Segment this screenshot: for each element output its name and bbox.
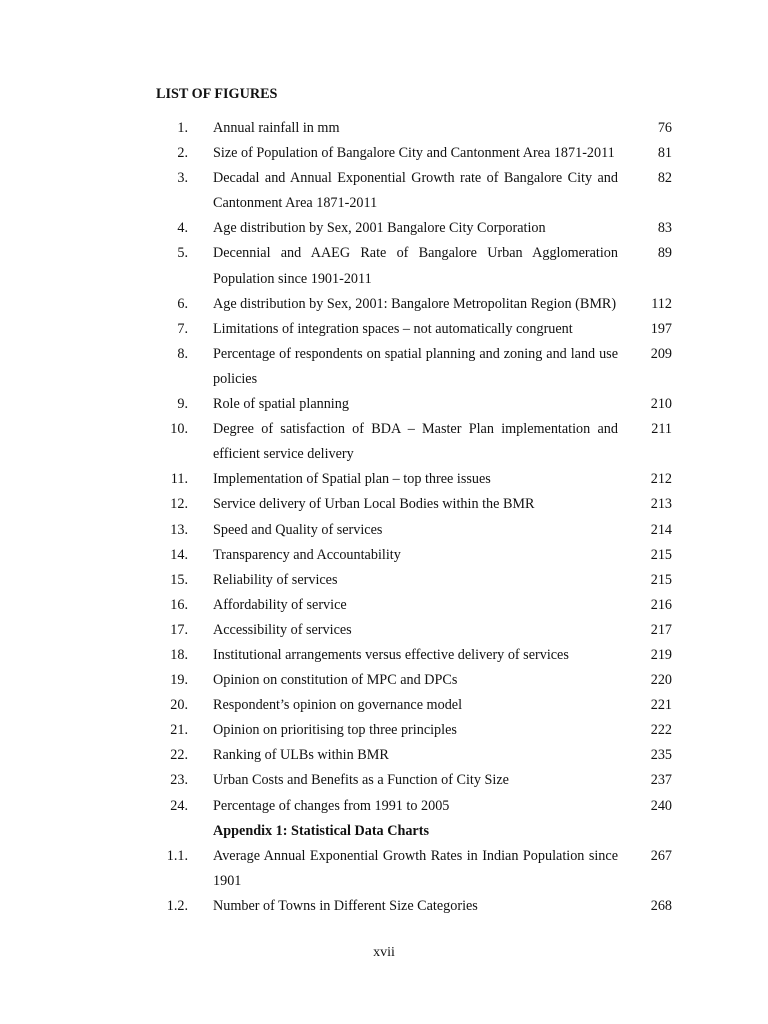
figure-entry	[0, 543, 768, 568]
figure-entry	[0, 241, 768, 291]
figure-page: 268	[650, 897, 672, 914]
figure-page: 213	[650, 496, 672, 513]
figure-entry	[0, 216, 768, 241]
figure-entry	[0, 116, 768, 141]
figure-page: 220	[650, 672, 672, 689]
figure-page: 82	[657, 170, 672, 187]
figure-title: Degree of satisfaction of BDA – Master Plan implementation and efficient service delivery	[213, 421, 618, 463]
figure-number: 24.	[170, 797, 188, 814]
figure-title: Institutional arrangements versus effective delivery of services	[213, 646, 569, 663]
figure-list	[0, 116, 768, 919]
figure-entry	[0, 844, 768, 894]
figure-number: 1.1.	[166, 847, 188, 864]
figure-entry	[0, 492, 768, 517]
figure-title: Accessibility of services	[213, 621, 352, 638]
figure-page: 112	[651, 295, 672, 312]
figure-entry	[0, 166, 768, 216]
figure-page: 211	[651, 421, 672, 438]
figure-page: 215	[650, 546, 672, 563]
figure-entry	[0, 693, 768, 718]
figure-title: Percentage of respondents on spatial planning and zoning and land use policies	[213, 345, 618, 387]
figure-number: 21.	[170, 722, 188, 739]
figure-page: 83	[657, 220, 672, 237]
figure-entry	[0, 141, 768, 166]
figure-entry	[0, 743, 768, 768]
figure-number: 10.	[170, 421, 188, 438]
figure-title: Age distribution by Sex, 2001 Bangalore City Corporation	[213, 220, 546, 237]
figure-page: 209	[650, 345, 672, 362]
figure-entry	[0, 819, 768, 844]
figure-page: 219	[650, 646, 672, 663]
figure-page: 197	[650, 320, 672, 337]
figure-page: 216	[650, 596, 672, 613]
figure-number: 4.	[177, 220, 188, 237]
figure-entry	[0, 894, 768, 919]
figure-entry	[0, 794, 768, 819]
figure-title: Implementation of Spatial plan – top three issues	[213, 471, 491, 488]
figure-page: 214	[650, 521, 672, 538]
figure-entry	[0, 342, 768, 392]
figure-entry	[0, 518, 768, 543]
figure-title: Limitations of integration spaces – not automatically congruent	[213, 320, 573, 337]
figure-number: 6.	[177, 295, 188, 312]
figure-title: Respondent’s opinion on governance model	[213, 697, 463, 714]
figure-title: Service delivery of Urban Local Bodies within the BMR	[213, 496, 535, 513]
figure-title: Transparency and Accountability	[213, 546, 401, 563]
figure-number: 13.	[170, 521, 188, 538]
figure-title: Opinion on prioritising top three principles	[213, 722, 457, 739]
figure-title: Decadal and Annual Exponential Growth rate of Bangalore City and Cantonment Area 1871-2011	[213, 170, 618, 212]
figure-number: 14.	[170, 546, 188, 563]
figure-entry	[0, 317, 768, 342]
figure-title: Reliability of services	[213, 571, 338, 588]
figure-entry	[0, 392, 768, 417]
figure-number: 16.	[170, 596, 188, 613]
figure-page: 267	[650, 847, 672, 864]
figure-number: 1.2.	[166, 897, 188, 914]
figure-title: Affordability of service	[213, 596, 347, 613]
figure-number: 11.	[170, 471, 188, 488]
figure-page: 222	[650, 722, 672, 739]
figure-title: Role of spatial planning	[213, 396, 349, 413]
figure-number: 12.	[170, 496, 188, 513]
figure-page: 81	[657, 145, 672, 162]
figure-number: 20.	[170, 697, 188, 714]
figure-entry	[0, 568, 768, 593]
figure-page: 237	[650, 772, 672, 789]
figure-number: 1.	[177, 120, 188, 136]
figure-number: 5.	[177, 245, 188, 262]
figure-number: 15.	[170, 571, 188, 588]
page-number: xvii	[373, 945, 395, 960]
figure-entry	[0, 467, 768, 492]
figure-page: 212	[650, 471, 672, 488]
figure-page: 215	[650, 571, 672, 588]
figure-page: 221	[650, 697, 672, 714]
figure-number: 8.	[177, 345, 188, 362]
figure-page: 76	[657, 120, 672, 136]
figure-entry	[0, 593, 768, 618]
figure-entry	[0, 417, 768, 467]
figure-title: Size of Population of Bangalore City and Cantonment Area 1871-2011	[213, 145, 615, 162]
page-heading: LIST OF FIGURES	[156, 86, 278, 102]
figure-title: Percentage of changes from 1991 to 2005	[213, 797, 450, 814]
figure-title: Annual rainfall in mm	[213, 120, 340, 136]
figure-number: 3.	[177, 170, 188, 187]
figure-number: 2.	[177, 145, 188, 162]
figure-number: 9.	[177, 396, 188, 413]
figure-page: 89	[657, 245, 672, 262]
figure-entry	[0, 718, 768, 743]
figure-title: Speed and Quality of services	[213, 521, 383, 538]
figure-page: 210	[650, 396, 672, 413]
figure-title: Ranking of ULBs within BMR	[213, 747, 389, 764]
figure-entry	[0, 768, 768, 793]
appendix-heading: Appendix 1: Statistical Data Charts	[213, 822, 429, 839]
figure-number: 7.	[177, 320, 188, 337]
figure-page: 235	[650, 747, 672, 764]
figure-page: 217	[650, 621, 672, 638]
figure-title: Number of Towns in Different Size Categories	[213, 897, 478, 914]
figure-title: Average Annual Exponential Growth Rates in Indian Population since 1901	[213, 847, 618, 889]
figure-title: Age distribution by Sex, 2001: Bangalore Metropolitan Region (BMR)	[213, 295, 617, 312]
figure-number: 23.	[170, 772, 188, 789]
figure-page: 240	[650, 797, 672, 814]
figure-entry	[0, 643, 768, 668]
figure-number: 19.	[170, 672, 188, 689]
figure-title: Urban Costs and Benefits as a Function of City Size	[213, 772, 509, 789]
figure-entry	[0, 292, 768, 317]
figure-title: Decennial and AAEG Rate of Bangalore Urban Agglomeration Population since 1901-2011	[213, 245, 618, 287]
figure-entry	[0, 668, 768, 693]
figure-number: 22.	[170, 747, 188, 764]
figure-number: 18.	[170, 646, 188, 663]
figure-number: 17.	[170, 621, 188, 638]
figure-entry	[0, 618, 768, 643]
figure-title: Opinion on constitution of MPC and DPCs	[213, 672, 458, 689]
